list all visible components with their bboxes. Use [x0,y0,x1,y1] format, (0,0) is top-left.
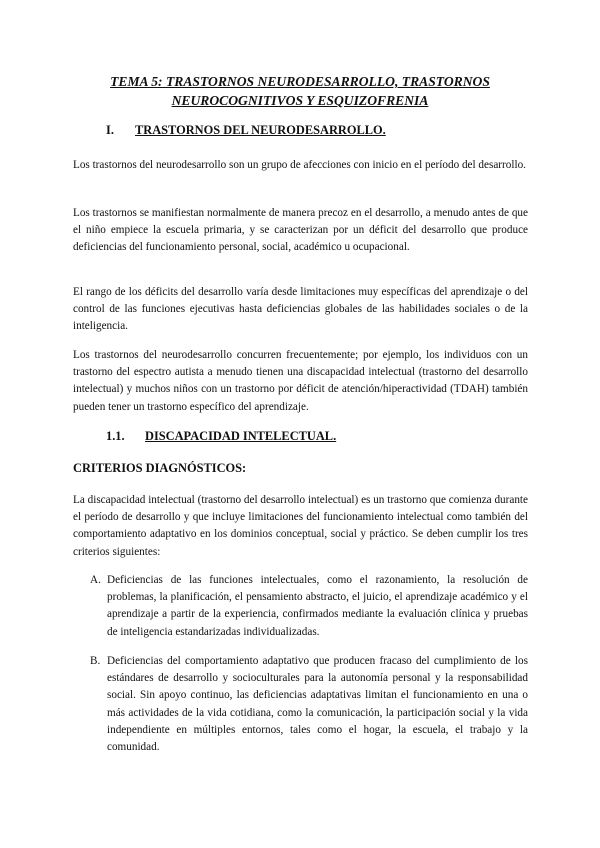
subsection-number: 1.1. [106,429,125,443]
paragraph: El rango de los déficits del desarrollo varía desde limitaciones muy específicas del aprendizaje o del control de las funciones ejecutivas hasta deficiencias globales de las habilidades sociales o de la inteligencia. [73,286,528,333]
paragraph: Los trastornos del neurodesarrollo son un grupo de afecciones con inicio en el período del desarrollo. [73,159,526,171]
criteria-heading: CRITERIOS DIAGNÓSTICOS: [73,461,247,475]
section-title: TRASTORNOS DEL NEURODESARROLLO. [135,123,386,137]
paragraph: Los trastornos del neurodesarrollo concurren frecuentemente; por ejemplo, los individuos con un trastorno del espectro autista a menudo tienen una discapacidad intelectual (trastorno del desarrollo intelectual) y muchos niños con un trastorno por déficit de atención/hiperactividad (TDAH) también pueden tener un trastorno específico del aprendizaje. [73,349,528,413]
criterion-text: Deficiencias de las funciones intelectuales, como el razonamiento, la resolución de problemas, la planificación, el pensamiento abstracto, el juicio, el aprendizaje académico y el aprendizaje a partir de la experiencia, confirmados mediante la evaluación clínica y pruebas de inteligencia estandarizadas individualizadas. [107,574,528,638]
paragraph: Los trastornos se manifiestan normalmente de manera precoz en el desarrollo, a menudo antes de que el niño empiece la escuela primaria, y se caracterizan por un déficit del desarrollo que produce deficiencias del funcionamiento personal, social, académico u ocupacional. [73,207,528,254]
section-heading [106,122,386,138]
document-title: TEMA 5: TRASTORNOS NEURODESARROLLO, TRASTORNOS NEUROCOGNITIVOS Y ESQUIZOFRENIA [110,74,490,108]
criterion-marker: A. [90,574,101,586]
criterion-text: Deficiencias del comportamiento adaptativo que producen fracaso del cumplimiento de los estándares de desarrollo y socioculturales para la autonomía personal y la responsabilidad social. Sin apoyo continuo, las deficiencias adaptativas limitan el funcionamiento en una o más actividades de la vida cotidiana, como la comunicación, la participación social y la vida independiente en múltiples entornos, tales como el hogar, la escuela, el trabajo y la comunidad. [107,655,528,754]
criterion-marker: B. [90,655,101,667]
criteria-intro: La discapacidad intelectual (trastorno del desarrollo intelectual) es un trastorno que comienza durante el período de desarrollo y que incluye limitaciones del funcionamiento intelectual como también del comportamiento adaptativo en los dominios conceptual, social y práctico. Se deben cumplir los tres criterios siguientes: [73,494,528,558]
section-number: I. [106,123,114,137]
subsection-heading [106,428,336,444]
subsection-title: DISCAPACIDAD INTELECTUAL. [145,429,337,443]
